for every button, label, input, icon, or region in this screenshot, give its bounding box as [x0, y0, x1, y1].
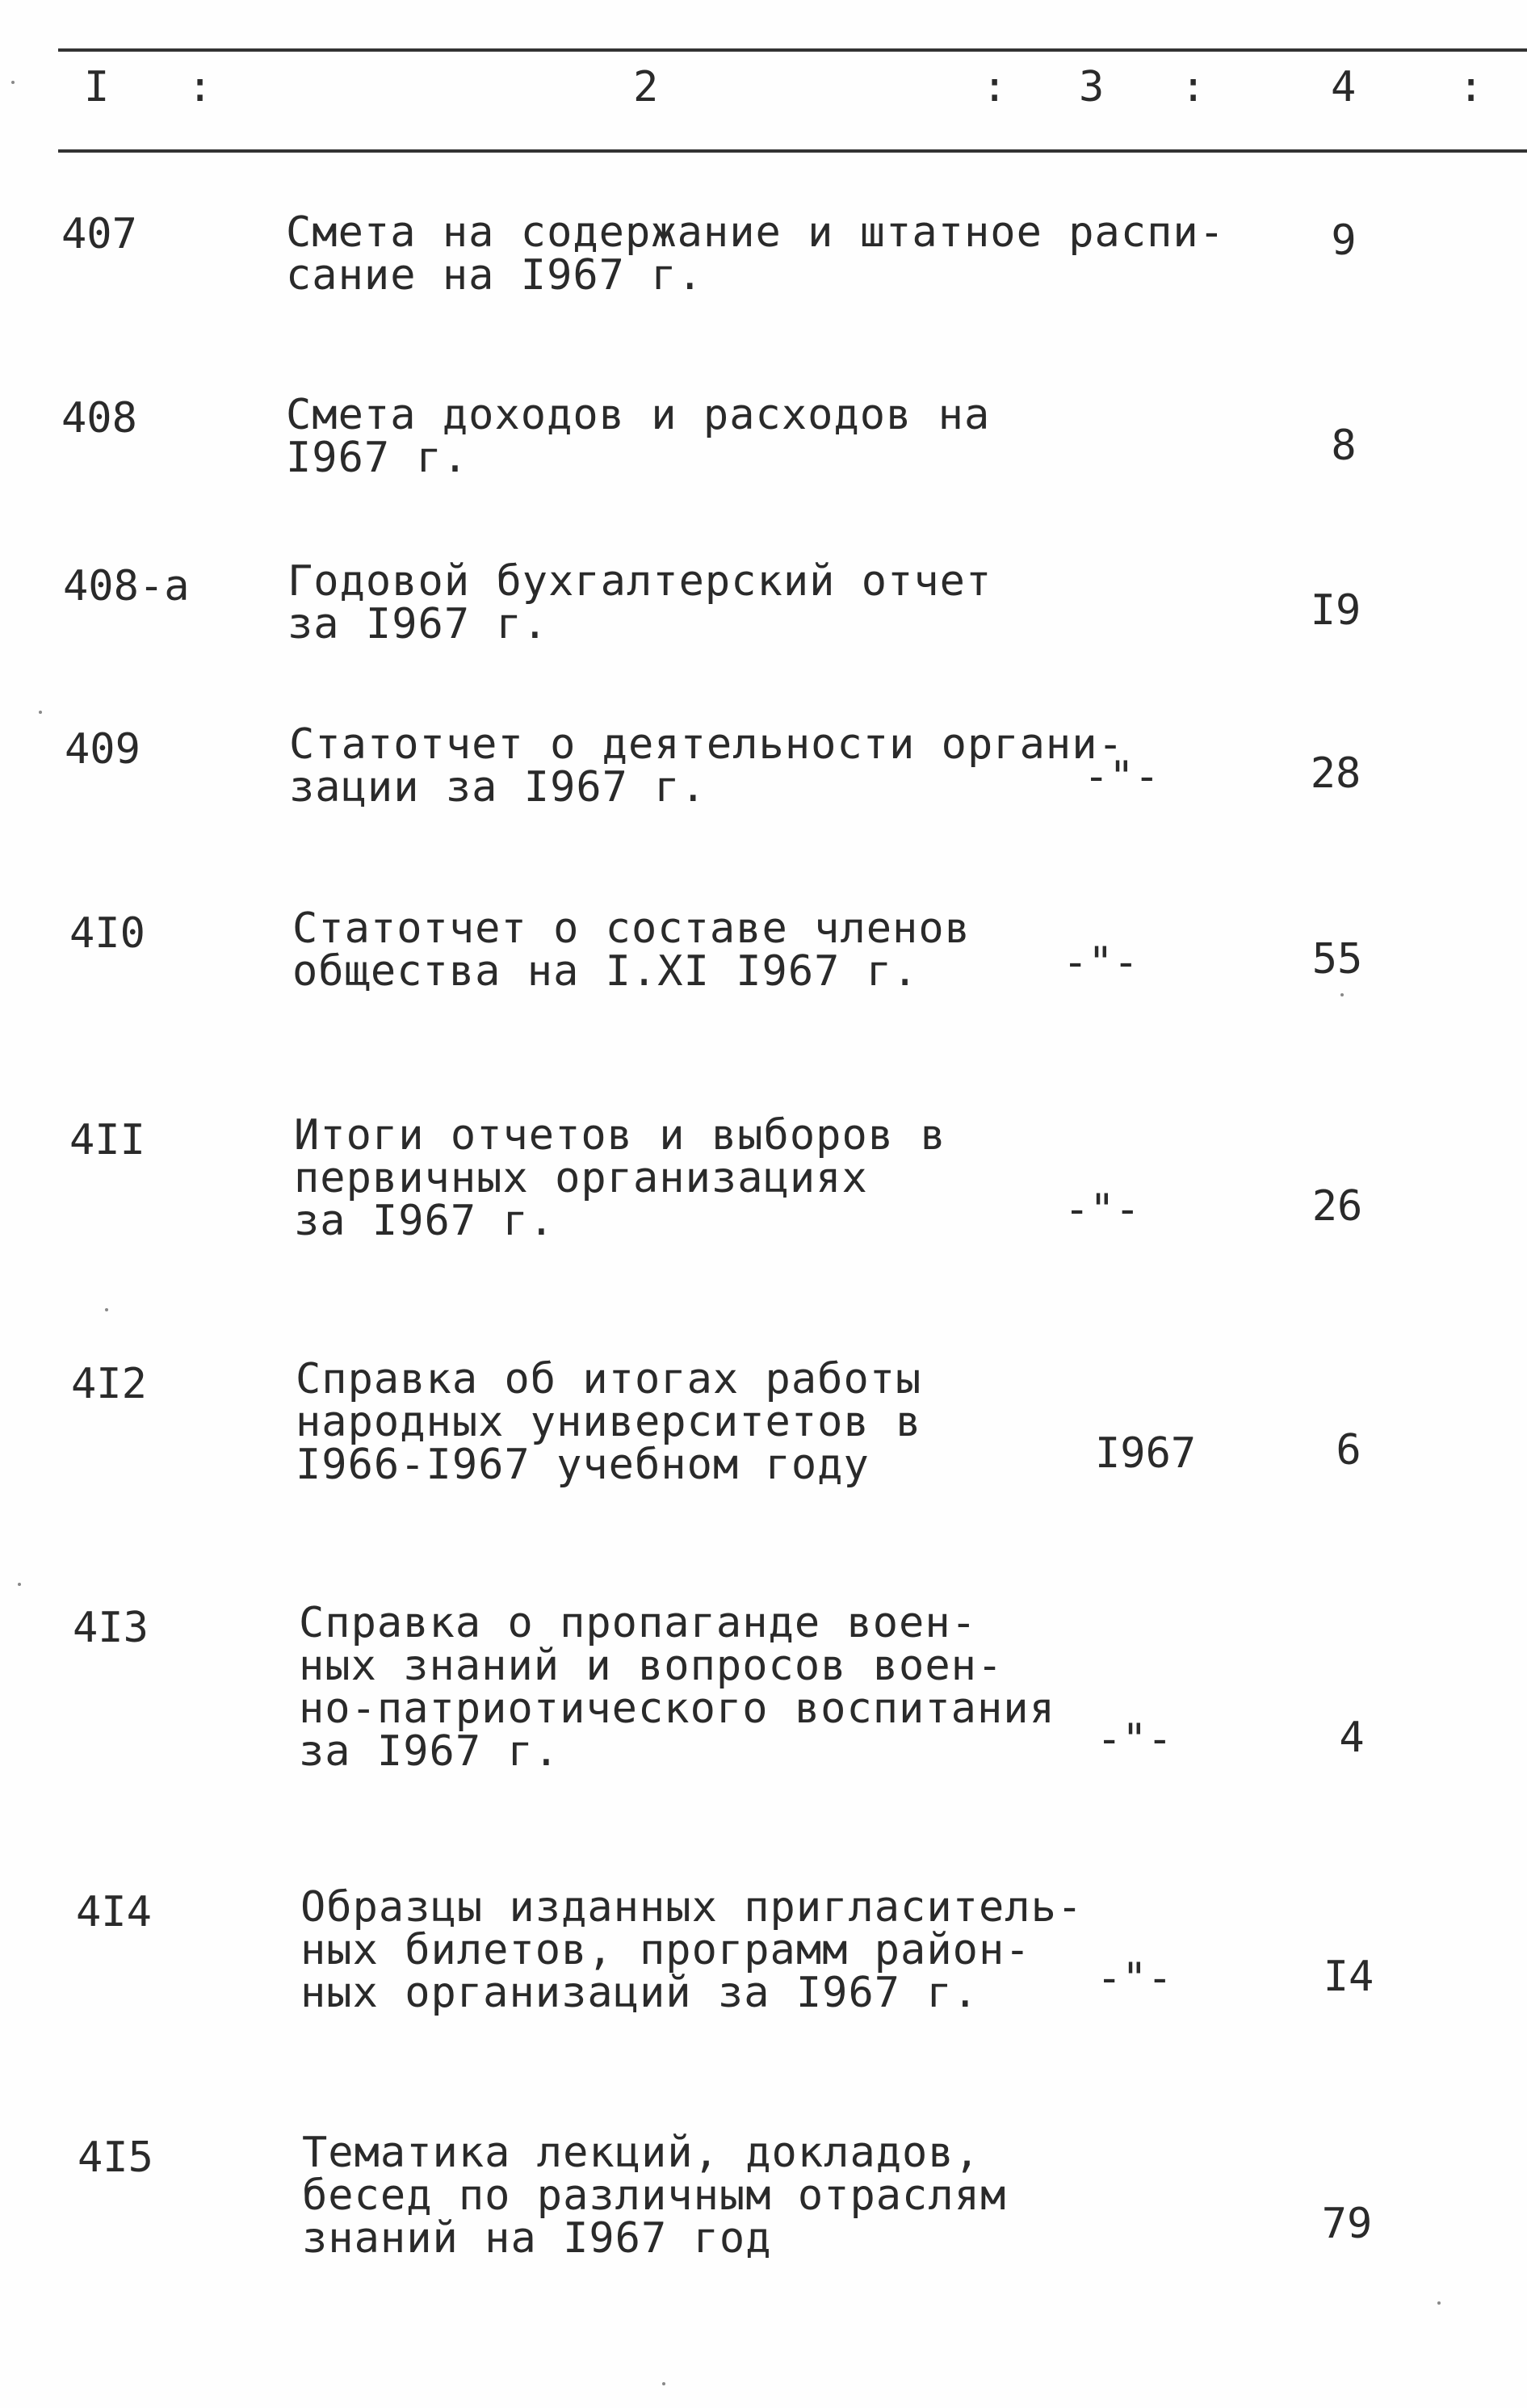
entry-date: -"-: [1097, 1954, 1173, 2003]
entry-page-count: I4: [1323, 1953, 1374, 2001]
entry-number: 409: [65, 725, 141, 774]
scan-speck: [1340, 993, 1344, 996]
entry-number: 408: [61, 394, 137, 443]
entry-page-count: 6: [1336, 1426, 1361, 1475]
entry-title: [302, 2129, 1007, 2263]
entry-page-count: 9: [1331, 216, 1357, 265]
scan-speck: [18, 1583, 21, 1586]
entry-title-line: первичных организациях: [294, 1154, 868, 1202]
entry-title-line: общества на I.XI I967 г.: [292, 947, 919, 996]
header-col2: 2: [633, 63, 659, 111]
entry-title-line: Смета на содержание и штатное распи-: [286, 208, 1226, 257]
entry-date: I967: [1095, 1429, 1197, 1478]
entry-title: [286, 208, 1226, 300]
entry-title-line: Тематика лекций, докладов,: [302, 2129, 980, 2177]
entry-title-line: бесед по различным отраслям: [302, 2171, 1007, 2220]
entry-title-line: ных билетов, программ район-: [300, 1926, 1031, 1974]
entry-title-line: Статотчет о деятельности органи-: [289, 720, 1124, 769]
entry-title: [286, 391, 991, 482]
entry-title: [300, 1883, 1084, 2017]
entry-page-count: 26: [1311, 1182, 1363, 1231]
entry-title-line: знаний на I967 год: [302, 2214, 772, 2263]
entry-title: [294, 1111, 946, 1245]
header-sep1: :: [187, 63, 213, 111]
entry-title-line: Смета доходов и расходов на: [286, 391, 991, 439]
entry-date: -"-: [1097, 1715, 1173, 1764]
entry-title-line: ных организаций за I967 г.: [300, 1969, 979, 2017]
entry-title-line: зации за I967 г.: [289, 763, 707, 812]
entry-page-count: 8: [1331, 422, 1357, 470]
scan-speck: [1437, 2301, 1441, 2305]
entry-number: 4I2: [71, 1360, 147, 1408]
header-sep2: :: [982, 63, 1008, 111]
entry-title: [289, 720, 1124, 812]
entry-title: [287, 557, 992, 648]
entry-title-line: но-патриотического воспитания: [299, 1684, 1055, 1733]
entry-title-line: за I967 г.: [294, 1197, 556, 1245]
entry-title-line: I966-I967 учебном году: [296, 1441, 870, 1489]
entry-number: 4I5: [78, 2133, 153, 2182]
header-col4: 4: [1331, 63, 1357, 111]
entry-title-line: Годовой бухгалтерский отчет: [287, 557, 992, 606]
entry-page-count: 28: [1310, 749, 1361, 798]
entry-title-line: Справка о пропаганде воен-: [299, 1599, 977, 1647]
scan-speck: [105, 1308, 108, 1311]
scan-speck: [662, 2382, 665, 2385]
entry-title-line: сание на I967 г.: [286, 251, 703, 300]
entry-title-line: Справка об итогах работы: [296, 1355, 922, 1403]
table-top-rule: [58, 48, 1527, 52]
header-col1: I: [84, 63, 110, 111]
entry-page-count: I9: [1310, 586, 1361, 635]
entry-number: 4II: [69, 1116, 145, 1164]
entry-number: 4I3: [73, 1604, 149, 1652]
entry-title-line: I967 г.: [286, 434, 469, 482]
header-sep3: :: [1181, 63, 1206, 111]
entry-date: -"-: [1084, 753, 1160, 801]
entry-title: [299, 1599, 1055, 1776]
entry-number: 407: [61, 210, 137, 258]
header-col3: 3: [1079, 63, 1105, 111]
entry-number: 4I0: [69, 909, 145, 958]
scan-speck: [39, 711, 42, 714]
entry-title-line: за I967 г.: [287, 600, 549, 648]
table-header-rule: [58, 149, 1527, 153]
entry-title: [292, 904, 971, 996]
entry-title-line: Итоги отчетов и выборов в: [294, 1111, 946, 1160]
entry-date: -"-: [1063, 938, 1139, 987]
entry-title-line: Образцы изданных пригласитель-: [300, 1883, 1084, 1932]
entry-page-count: 55: [1311, 935, 1363, 984]
entry-title-line: Статотчет о составе членов: [292, 904, 971, 953]
header-sep4: :: [1458, 63, 1484, 111]
entry-number: 408-а: [63, 562, 190, 610]
entry-page-count: 4: [1339, 1714, 1365, 1762]
entry-title-line: ных знаний и вопросов воен-: [299, 1642, 1004, 1690]
entry-title-line: за I967 г.: [299, 1727, 560, 1776]
entry-date: -"-: [1064, 1185, 1140, 1234]
entry-title-line: народных университетов в: [296, 1398, 922, 1446]
entry-title: [296, 1355, 922, 1489]
entry-page-count: 79: [1321, 2200, 1373, 2248]
scan-speck: [11, 81, 15, 84]
entry-number: 4I4: [76, 1888, 152, 1936]
